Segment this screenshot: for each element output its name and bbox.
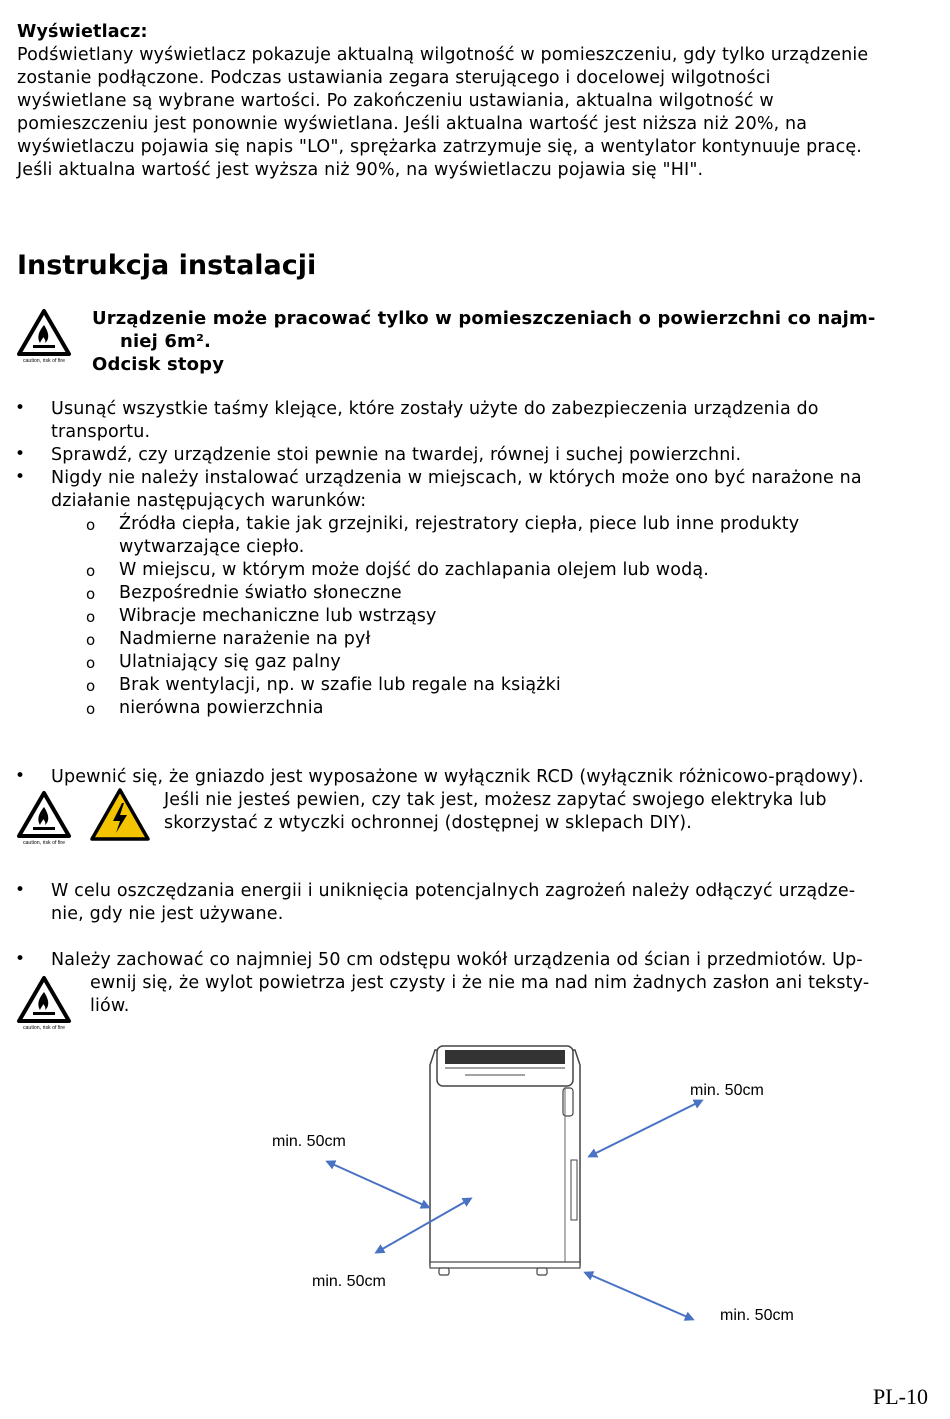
energy-text: nie, gdy nie jest używane.: [51, 904, 284, 924]
fire-sign-caption: caution, risk of fire: [22, 1025, 66, 1031]
bullet-text: Nigdy nie należy instalować urządzenia w miejscach, w których może ono być narażone na: [51, 468, 862, 488]
fire-sign-caption: caution, risk of fire: [22, 358, 66, 364]
sub-bullet-marker: o: [86, 677, 96, 695]
bullet-dot: •: [15, 880, 26, 900]
bullet-dot: •: [15, 949, 26, 969]
sub-bullet-marker: o: [86, 585, 96, 603]
display-line: pomieszczeniu jest ponownie wyświetlana. Jeśli aktualna wartość jest niższa niż 20%, na: [17, 114, 808, 134]
sub-bullet-marker: o: [86, 608, 96, 626]
bullet-text: Usunąć wszystkie taśmy klejące, które zostały użyte do zabezpieczenia urządzenia do: [51, 399, 819, 419]
fire-sign-caption: caution, risk of fire: [22, 840, 66, 846]
sub-bullet-marker: o: [86, 654, 96, 672]
sub-bullet-text: Źródła ciepła, takie jak grzejniki, rejestratory ciepła, piece lub inne produkty: [119, 514, 800, 534]
clearance-text: liów.: [90, 996, 130, 1016]
warning-line: niej 6m².: [120, 331, 211, 352]
arrow-bottom-right: [586, 1273, 692, 1319]
page-number: PL-10: [873, 1384, 928, 1409]
bullet-dot: •: [15, 766, 26, 786]
sub-bullet-text: wytwarzające ciepło.: [119, 537, 305, 557]
sub-bullet-text: Bezpośrednie światło słoneczne: [119, 583, 402, 603]
bullet-dot: •: [15, 398, 26, 418]
display-line: Jeśli aktualna wartość jest wyższa niż 90%, na wyświetlaczu pojawia się "HI".: [17, 160, 704, 180]
display-line: wyświetlane są wybrane wartości. Po zakończeniu ustawiania, aktualna wilgotność w: [17, 91, 774, 111]
energy-text: W celu oszczędzania energii i uniknięcia potencjalnych zagrożeń należy odłączyć urządze-: [51, 881, 856, 901]
sub-bullet-text: Ulatniający się gaz palny: [119, 652, 341, 672]
warning-line: Odcisk stopy: [92, 354, 225, 375]
display-line: Podświetlany wyświetlacz pokazuje aktualną wilgotność w pomieszczeniu, gdy tylko urządzenie: [17, 45, 869, 65]
display-heading: Wyświetlacz:: [17, 22, 148, 42]
sub-bullet-marker: o: [86, 700, 96, 718]
sub-bullet-text: Nadmierne narażenie na pył: [119, 629, 371, 649]
display-line: wyświetlaczu pojawia się napis "LO", sprężarka zatrzymuje się, a wentylator kontynuuje pracę.: [17, 137, 863, 157]
sub-bullet-marker: o: [86, 562, 96, 580]
sub-bullet-text: Brak wentylacji, np. w szafie lub regale na książki: [119, 675, 561, 695]
clearance-label: min. 50cm: [690, 1082, 764, 1099]
bullet-dot: •: [15, 467, 26, 487]
sub-bullet-marker: o: [86, 631, 96, 649]
clearance-text: ewnij się, że wylot powietrza jest czysty i że nie ma nad nim żadnych zasłon ani teksty-: [90, 973, 870, 993]
rcd-text: skorzystać z wtyczki ochronnej (dostępnej w sklepach DIY).: [164, 813, 692, 833]
clearance-label: min. 50cm: [272, 1133, 346, 1150]
rcd-text: Upewnić się, że gniazdo jest wyposażone w wyłącznik RCD (wyłącznik różnicowo-prądowy).: [51, 767, 865, 787]
clearance-label: min. 50cm: [312, 1273, 386, 1290]
sub-bullet-text: nierówna powierzchnia: [119, 698, 324, 718]
bullet-text: transportu.: [51, 422, 151, 442]
bullet-dot: •: [15, 444, 26, 464]
sub-bullet-text: Wibracje mechaniczne lub wstrząsy: [119, 606, 437, 626]
sub-bullet-text: W miejscu, w którym może dojść do zachlapania olejem lub wodą.: [119, 560, 709, 580]
clearance-text: Należy zachować co najmniej 50 cm odstępu wokół urządzenia od ścian i przedmiotów. Up-: [51, 950, 863, 970]
arrow-bottom-left: [377, 1199, 470, 1252]
warning-line: Urządzenie może pracować tylko w pomieszczeniach o powierzchni co najm-: [92, 308, 876, 329]
bullet-text: działanie następujących warunków:: [51, 491, 367, 511]
install-title: Instrukcja instalacji: [17, 250, 317, 281]
clearance-label: min. 50cm: [720, 1307, 794, 1324]
rcd-text: Jeśli nie jesteś pewien, czy tak jest, możesz zapytać swojego elektryka lub: [164, 790, 827, 810]
display-line: zostanie podłączone. Podczas ustawiania zegara sterującego i docelowej wilgotności: [17, 68, 771, 88]
arrow-top-right: [590, 1101, 701, 1156]
bullet-text: Sprawdź, czy urządzenie stoi pewnie na twardej, równej i suchej powierzchni.: [51, 445, 742, 465]
arrow-top-left: [328, 1162, 428, 1207]
sub-bullet-marker: o: [86, 516, 96, 534]
